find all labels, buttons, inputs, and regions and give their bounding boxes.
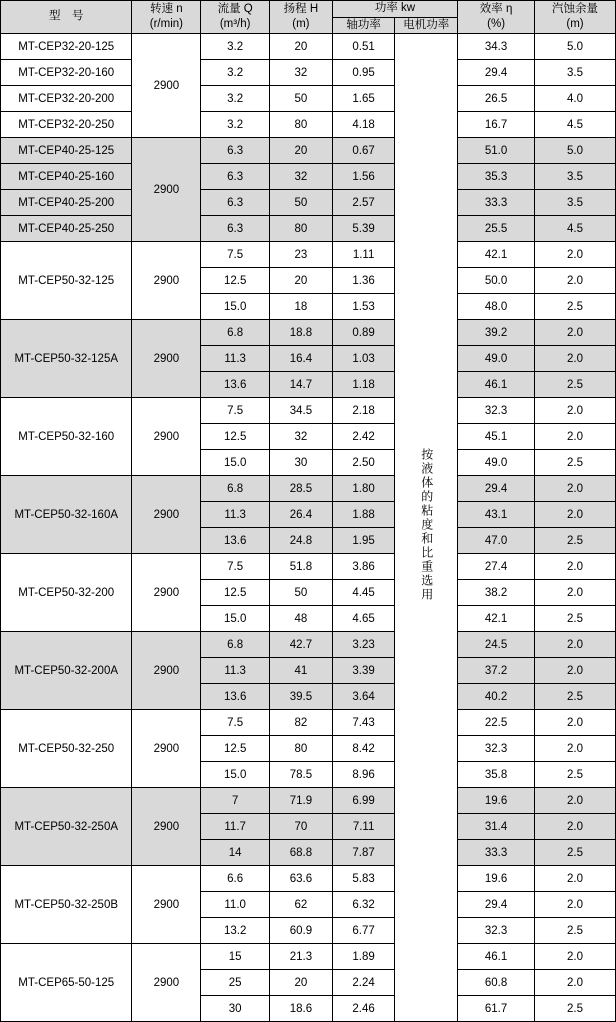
cell-shaft-power: 2.24	[332, 970, 395, 996]
header-head-line2: (m)	[292, 18, 310, 31]
cell-head: 80	[270, 112, 333, 138]
cell-shaft-power: 8.96	[332, 762, 395, 788]
cell-head: 80	[270, 216, 333, 242]
cell-speed: 2900	[132, 476, 201, 554]
cell-flow: 6.3	[201, 190, 270, 216]
table-row	[1, 398, 616, 424]
cell-model: MT-CEP50-32-250A	[1, 788, 132, 866]
cell-flow: 6.8	[201, 320, 270, 346]
cell-speed: 2900	[132, 944, 201, 1022]
cell-flow: 30	[201, 996, 270, 1022]
cell-npsh: 2.0	[535, 788, 616, 814]
cell-head: 21.3	[270, 944, 333, 970]
cell-flow: 7.5	[201, 398, 270, 424]
cell-model: MT-CEP65-50-125	[1, 944, 132, 1022]
cell-head: 50	[270, 580, 333, 606]
cell-npsh: 2.5	[535, 606, 616, 632]
cell-shaft-power: 4.18	[332, 112, 395, 138]
header-shaft-power: 轴功率	[332, 17, 395, 34]
cell-speed: 2900	[132, 398, 201, 476]
cell-efficiency: 29.4	[458, 60, 535, 86]
header-npsh-line1: 汽蚀余量	[552, 3, 599, 16]
cell-npsh: 4.5	[535, 216, 616, 242]
table-row	[1, 86, 616, 112]
table-row	[1, 476, 616, 502]
table-row	[1, 788, 616, 814]
cell-model: MT-CEP50-32-125	[1, 242, 132, 320]
cell-head: 14.7	[270, 372, 333, 398]
table-header	[1, 1, 616, 34]
cell-model: MT-CEP50-32-160	[1, 398, 132, 476]
cell-npsh: 5.0	[535, 34, 616, 60]
cell-model: MT-CEP50-32-125A	[1, 320, 132, 398]
cell-efficiency: 51.0	[458, 138, 535, 164]
cell-flow: 12.5	[201, 268, 270, 294]
table-row	[1, 710, 616, 736]
cell-head: 34.5	[270, 398, 333, 424]
table-row	[1, 34, 616, 60]
table-row	[1, 866, 616, 892]
cell-shaft-power: 1.80	[332, 476, 395, 502]
header-row-1	[1, 1, 616, 18]
cell-efficiency: 33.3	[458, 840, 535, 866]
cell-npsh: 2.5	[535, 762, 616, 788]
cell-shaft-power: 0.89	[332, 320, 395, 346]
cell-flow: 6.3	[201, 216, 270, 242]
cell-flow: 12.5	[201, 424, 270, 450]
cell-speed: 2900	[132, 242, 201, 320]
cell-head: 28.5	[270, 476, 333, 502]
cell-efficiency: 47.0	[458, 528, 535, 554]
cell-head: 24.8	[270, 528, 333, 554]
cell-head: 20	[270, 34, 333, 60]
cell-head: 82	[270, 710, 333, 736]
table-row	[1, 944, 616, 970]
cell-efficiency: 46.1	[458, 944, 535, 970]
table-body	[1, 34, 616, 1022]
cell-efficiency: 24.5	[458, 632, 535, 658]
cell-shaft-power: 1.53	[332, 294, 395, 320]
cell-head: 51.8	[270, 554, 333, 580]
header-head	[270, 1, 333, 34]
cell-head: 63.6	[270, 866, 333, 892]
cell-flow: 11.7	[201, 814, 270, 840]
cell-flow: 7	[201, 788, 270, 814]
cell-flow: 25	[201, 970, 270, 996]
cell-head: 20	[270, 970, 333, 996]
cell-efficiency: 49.0	[458, 346, 535, 372]
cell-efficiency: 29.4	[458, 476, 535, 502]
cell-model: MT-CEP50-32-200	[1, 554, 132, 632]
cell-head: 32	[270, 60, 333, 86]
cell-head: 18.8	[270, 320, 333, 346]
cell-efficiency: 42.1	[458, 242, 535, 268]
cell-shaft-power: 2.42	[332, 424, 395, 450]
cell-shaft-power: 8.42	[332, 736, 395, 762]
cell-efficiency: 43.1	[458, 502, 535, 528]
cell-npsh: 2.5	[535, 528, 616, 554]
cell-flow: 7.5	[201, 242, 270, 268]
cell-npsh: 3.5	[535, 60, 616, 86]
cell-npsh: 2.5	[535, 996, 616, 1022]
cell-shaft-power: 2.57	[332, 190, 395, 216]
cell-npsh: 2.0	[535, 632, 616, 658]
cell-model: MT-CEP40-25-125	[1, 138, 132, 164]
cell-npsh: 2.5	[535, 294, 616, 320]
cell-shaft-power: 7.87	[332, 840, 395, 866]
cell-flow: 3.2	[201, 112, 270, 138]
cell-model: MT-CEP50-32-200A	[1, 632, 132, 710]
cell-flow: 3.2	[201, 86, 270, 112]
cell-npsh: 2.0	[535, 268, 616, 294]
cell-head: 70	[270, 814, 333, 840]
table-row	[1, 554, 616, 580]
cell-speed: 2900	[132, 34, 201, 138]
cell-shaft-power: 1.88	[332, 502, 395, 528]
header-npsh-line2: (m)	[566, 18, 584, 31]
cell-shaft-power: 1.03	[332, 346, 395, 372]
cell-flow: 13.6	[201, 372, 270, 398]
cell-head: 32	[270, 424, 333, 450]
cell-efficiency: 49.0	[458, 450, 535, 476]
cell-flow: 11.0	[201, 892, 270, 918]
cell-model: MT-CEP32-20-250	[1, 112, 132, 138]
cell-model: MT-CEP50-32-250B	[1, 866, 132, 944]
cell-shaft-power: 2.46	[332, 996, 395, 1022]
cell-npsh: 2.5	[535, 840, 616, 866]
cell-speed: 2900	[132, 788, 201, 866]
cell-efficiency: 32.3	[458, 736, 535, 762]
table-row	[1, 216, 616, 242]
cell-head: 60.9	[270, 918, 333, 944]
cell-shaft-power: 6.99	[332, 788, 395, 814]
cell-head: 26.4	[270, 502, 333, 528]
cell-shaft-power: 2.50	[332, 450, 395, 476]
cell-npsh: 2.0	[535, 710, 616, 736]
table-row	[1, 112, 616, 138]
table-row	[1, 60, 616, 86]
table-row	[1, 190, 616, 216]
cell-head: 71.9	[270, 788, 333, 814]
cell-motor-power-note	[395, 34, 458, 1022]
cell-efficiency: 25.5	[458, 216, 535, 242]
cell-flow: 13.6	[201, 684, 270, 710]
cell-shaft-power: 4.45	[332, 580, 395, 606]
cell-shaft-power: 1.89	[332, 944, 395, 970]
cell-npsh: 2.0	[535, 580, 616, 606]
cell-efficiency: 33.3	[458, 190, 535, 216]
cell-npsh: 2.0	[535, 398, 616, 424]
cell-npsh: 5.0	[535, 138, 616, 164]
cell-model: MT-CEP32-20-125	[1, 34, 132, 60]
cell-npsh: 4.0	[535, 86, 616, 112]
cell-npsh: 2.0	[535, 814, 616, 840]
cell-efficiency: 61.7	[458, 996, 535, 1022]
cell-head: 41	[270, 658, 333, 684]
cell-head: 16.4	[270, 346, 333, 372]
cell-flow: 15	[201, 944, 270, 970]
cell-shaft-power: 3.39	[332, 658, 395, 684]
cell-head: 48	[270, 606, 333, 632]
header-speed-line1: 转速 n	[150, 3, 183, 16]
cell-shaft-power: 1.18	[332, 372, 395, 398]
cell-model: MT-CEP50-32-160A	[1, 476, 132, 554]
cell-npsh: 2.0	[535, 476, 616, 502]
cell-efficiency: 19.6	[458, 788, 535, 814]
cell-speed: 2900	[132, 320, 201, 398]
header-npsh	[535, 1, 616, 34]
cell-npsh: 2.5	[535, 918, 616, 944]
cell-shaft-power: 0.51	[332, 34, 395, 60]
cell-efficiency: 16.7	[458, 112, 535, 138]
cell-head: 20	[270, 138, 333, 164]
cell-head: 20	[270, 268, 333, 294]
cell-flow: 15.0	[201, 606, 270, 632]
cell-head: 42.7	[270, 632, 333, 658]
cell-shaft-power: 1.36	[332, 268, 395, 294]
cell-shaft-power: 7.11	[332, 814, 395, 840]
cell-efficiency: 38.2	[458, 580, 535, 606]
cell-shaft-power: 3.86	[332, 554, 395, 580]
cell-npsh: 4.5	[535, 112, 616, 138]
cell-speed: 2900	[132, 710, 201, 788]
cell-efficiency: 46.1	[458, 372, 535, 398]
cell-flow: 12.5	[201, 736, 270, 762]
cell-shaft-power: 2.18	[332, 398, 395, 424]
cell-flow: 6.3	[201, 164, 270, 190]
cell-npsh: 2.5	[535, 684, 616, 710]
cell-flow: 7.5	[201, 554, 270, 580]
cell-npsh: 2.0	[535, 502, 616, 528]
cell-shaft-power: 5.39	[332, 216, 395, 242]
cell-npsh: 3.5	[535, 190, 616, 216]
cell-model: MT-CEP32-20-200	[1, 86, 132, 112]
cell-shaft-power: 6.32	[332, 892, 395, 918]
table-row	[1, 138, 616, 164]
cell-efficiency: 32.3	[458, 398, 535, 424]
cell-shaft-power: 7.43	[332, 710, 395, 736]
cell-efficiency: 35.3	[458, 164, 535, 190]
cell-head: 18	[270, 294, 333, 320]
header-flow	[201, 1, 270, 34]
cell-flow: 6.3	[201, 138, 270, 164]
cell-speed: 2900	[132, 138, 201, 242]
cell-head: 30	[270, 450, 333, 476]
cell-flow: 6.8	[201, 632, 270, 658]
cell-head: 32	[270, 164, 333, 190]
cell-efficiency: 35.8	[458, 762, 535, 788]
cell-head: 23	[270, 242, 333, 268]
cell-speed: 2900	[132, 632, 201, 710]
cell-efficiency: 48.0	[458, 294, 535, 320]
cell-npsh: 2.0	[535, 320, 616, 346]
cell-head: 18.6	[270, 996, 333, 1022]
cell-efficiency: 29.4	[458, 892, 535, 918]
cell-npsh: 2.0	[535, 658, 616, 684]
cell-efficiency: 45.1	[458, 424, 535, 450]
cell-speed: 2900	[132, 554, 201, 632]
cell-head: 62	[270, 892, 333, 918]
cell-efficiency: 27.4	[458, 554, 535, 580]
cell-flow: 12.5	[201, 580, 270, 606]
cell-model: MT-CEP40-25-200	[1, 190, 132, 216]
cell-flow: 6.8	[201, 476, 270, 502]
table-row	[1, 242, 616, 268]
cell-flow: 6.6	[201, 866, 270, 892]
header-speed	[132, 1, 201, 34]
cell-shaft-power: 3.23	[332, 632, 395, 658]
cell-shaft-power: 5.83	[332, 866, 395, 892]
header-speed-line2: (r/min)	[149, 18, 183, 31]
header-flow-line1: 流量 Q	[217, 3, 253, 16]
cell-head: 68.8	[270, 840, 333, 866]
cell-shaft-power: 1.11	[332, 242, 395, 268]
cell-shaft-power: 0.67	[332, 138, 395, 164]
cell-efficiency: 37.2	[458, 658, 535, 684]
cell-npsh: 2.5	[535, 450, 616, 476]
table-row	[1, 632, 616, 658]
cell-npsh: 2.0	[535, 554, 616, 580]
cell-efficiency: 22.5	[458, 710, 535, 736]
cell-efficiency: 34.3	[458, 34, 535, 60]
cell-shaft-power: 1.56	[332, 164, 395, 190]
cell-head: 50	[270, 86, 333, 112]
cell-npsh: 2.5	[535, 372, 616, 398]
cell-efficiency: 31.4	[458, 814, 535, 840]
cell-flow: 7.5	[201, 710, 270, 736]
cell-npsh: 2.0	[535, 242, 616, 268]
cell-shaft-power: 1.65	[332, 86, 395, 112]
cell-npsh: 2.0	[535, 866, 616, 892]
cell-shaft-power: 6.77	[332, 918, 395, 944]
cell-flow: 15.0	[201, 450, 270, 476]
header-eff-line1: 效率 η	[479, 3, 513, 16]
cell-model: MT-CEP40-25-250	[1, 216, 132, 242]
cell-flow: 3.2	[201, 60, 270, 86]
cell-shaft-power: 0.95	[332, 60, 395, 86]
cell-npsh: 2.0	[535, 970, 616, 996]
cell-model: MT-CEP50-32-250	[1, 710, 132, 788]
cell-shaft-power: 3.64	[332, 684, 395, 710]
cell-shaft-power: 1.95	[332, 528, 395, 554]
cell-head: 78.5	[270, 762, 333, 788]
cell-npsh: 2.0	[535, 944, 616, 970]
cell-efficiency: 60.8	[458, 970, 535, 996]
header-motor-power: 电机功率	[395, 17, 458, 34]
cell-flow: 3.2	[201, 34, 270, 60]
table-row	[1, 164, 616, 190]
cell-efficiency: 26.5	[458, 86, 535, 112]
motor-note-text: 按液体的粘度和比重选用	[419, 448, 434, 603]
cell-efficiency: 50.0	[458, 268, 535, 294]
cell-flow: 15.0	[201, 294, 270, 320]
header-eff-line2: (%)	[487, 18, 506, 31]
cell-efficiency: 42.1	[458, 606, 535, 632]
cell-npsh: 3.5	[535, 164, 616, 190]
table-row	[1, 320, 616, 346]
cell-shaft-power: 4.65	[332, 606, 395, 632]
cell-flow: 13.6	[201, 528, 270, 554]
cell-flow: 11.3	[201, 658, 270, 684]
header-power-group: 功率 kw	[332, 1, 457, 18]
header-model: 型 号	[1, 1, 132, 34]
cell-efficiency: 19.6	[458, 866, 535, 892]
header-flow-line2: (m³/h)	[219, 18, 251, 31]
cell-efficiency: 32.3	[458, 918, 535, 944]
cell-flow: 15.0	[201, 762, 270, 788]
cell-npsh: 2.0	[535, 736, 616, 762]
cell-head: 39.5	[270, 684, 333, 710]
cell-flow: 11.3	[201, 346, 270, 372]
cell-head: 50	[270, 190, 333, 216]
cell-model: MT-CEP40-25-160	[1, 164, 132, 190]
cell-efficiency: 39.2	[458, 320, 535, 346]
cell-speed: 2900	[132, 866, 201, 944]
cell-flow: 13.2	[201, 918, 270, 944]
cell-head: 80	[270, 736, 333, 762]
cell-model: MT-CEP32-20-160	[1, 60, 132, 86]
header-efficiency	[458, 1, 535, 34]
cell-flow: 14	[201, 840, 270, 866]
cell-npsh: 2.0	[535, 346, 616, 372]
cell-efficiency: 40.2	[458, 684, 535, 710]
cell-npsh: 2.0	[535, 424, 616, 450]
cell-flow: 11.3	[201, 502, 270, 528]
cell-npsh: 2.0	[535, 892, 616, 918]
header-head-line1: 扬程 H	[283, 3, 319, 16]
